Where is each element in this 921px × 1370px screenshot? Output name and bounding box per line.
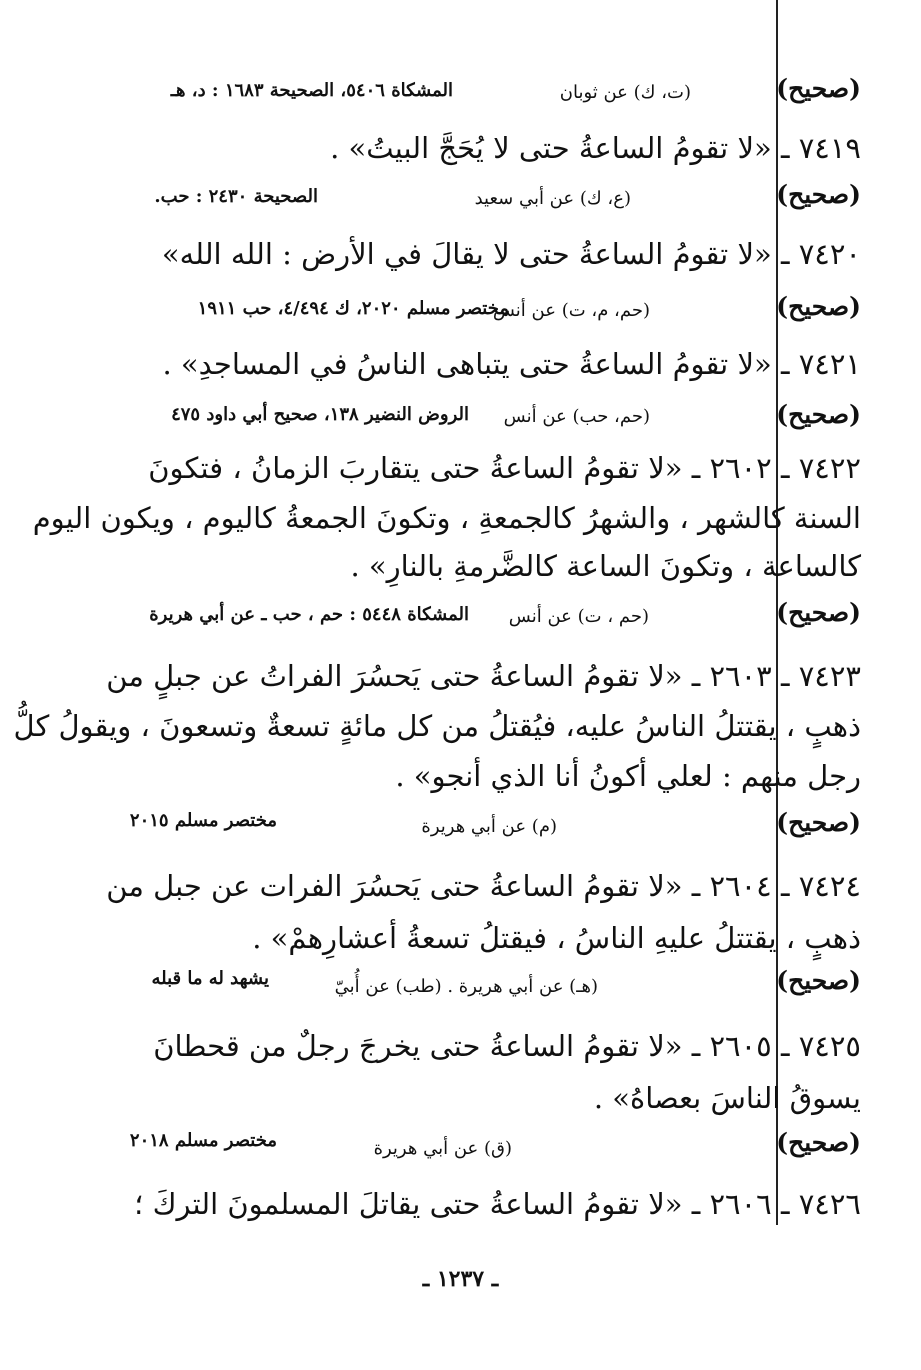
hadith-line: ذهبٍ ، يقتتلُ الناسُ عليه، فيُقتلُ من كل مائةٍ تسعةٌ وتسعونَ ، ويقولُ كلُّ (13, 709, 861, 743)
hadith-line: يسوقُ الناسَ بعصاهُ» . (593, 1081, 861, 1115)
reference-text: يشهد له ما قبله (151, 968, 269, 989)
grade-label: (صحيح) (776, 180, 861, 209)
grade-label: (صحيح) (776, 1128, 861, 1157)
reference-text: مختصر مسلم ٢٠١٨ (129, 1130, 277, 1151)
reference-text: مختصر مسلم ٢٠١٥ (129, 810, 277, 831)
hadith-line: ذهبٍ ، يقتتلُ عليهِ الناسُ ، فيقتلُ تسعةُ أعشارِهمْ» . (252, 921, 861, 955)
hadith-line: ٧٤١٩ ـ «لا تقومُ الساعةُ حتى لا يُحَجَّ البيتُ» . (330, 131, 861, 165)
reference-text: مختصر مسلم ٢٠٢٠، ك ٤/٤٩٤، حب ١٩١١ (197, 298, 509, 319)
source-text: (حم، م، ت) عن أنس (492, 300, 650, 321)
grade-label: (صحيح) (776, 966, 861, 995)
reference-text: المشكاة ٥٤٠٦، الصحيحة ١٦٨٣ : د، هـ (170, 80, 453, 101)
grade-label: (صحيح) (776, 292, 861, 321)
hadith-line: ٧٤٢٠ ـ «لا تقومُ الساعةُ حتى لا يقالَ في الأرض : الله الله» (161, 237, 861, 271)
reference-text: الروض النضير ١٣٨، صحيح أبي داود ٤٧٥ (171, 404, 469, 425)
page-number: ـ ١٢٣٧ ـ (422, 1266, 499, 1292)
source-text: (حم، حب) عن أنس (503, 406, 650, 427)
hadith-line: ٧٤٢٥ ـ ٢٦٠٥ ـ «لا تقومُ الساعةُ حتى يخرجَ رجلٌ من قحطانَ (153, 1029, 861, 1063)
source-text: (هـ) عن أبي هريرة . (طب) عن أُبيّ (334, 976, 598, 997)
reference-text: المشكاة ٥٤٤٨ : حم ، حب ـ عن أبي هريرة (149, 604, 469, 625)
hadith-line: ٧٤٢١ ـ «لا تقومُ الساعةُ حتى يتباهى الناسُ في المساجدِ» . (162, 347, 861, 381)
reference-text: الصحيحة ٢٤٣٠ : حب. (154, 186, 318, 207)
hadith-line: ٧٤٢٤ ـ ٢٦٠٤ ـ «لا تقومُ الساعةُ حتى يَحسُرَ الفرات عن جبل من (106, 869, 861, 903)
grade-label: (صحيح) (776, 598, 861, 627)
source-text: (ت، ك) عن ثوبان (559, 82, 691, 103)
hadith-line: ٧٤٢٣ ـ ٢٦٠٣ ـ «لا تقومُ الساعةُ حتى يَحسُرَ الفراتُ عن جبلٍ من (106, 659, 861, 693)
hadith-line: ٧٤٢٦ ـ ٢٦٠٦ ـ «لا تقومُ الساعةُ حتى يقاتلَ المسلمونَ التركَ ؛ (134, 1187, 861, 1221)
grade-label: (صحيح) (776, 74, 861, 103)
hadith-line: رجل منهم : لعلي أكونُ أنا الذي أنجو» . (395, 759, 861, 793)
hadith-line: ٧٤٢٢ ـ ٢٦٠٢ ـ «لا تقومُ الساعةُ حتى يتقاربَ الزمانُ ، فتكونَ (148, 451, 861, 485)
source-text: (ع، ك) عن أبي سعيد (474, 188, 631, 209)
grade-label: (صحيح) (776, 808, 861, 837)
source-text: (حم ، ت) عن أنس (508, 606, 649, 627)
hadith-line: كالساعة ، وتكونَ الساعة كالضَّرمةِ بالنارِ» . (350, 549, 861, 583)
source-text: (م) عن أبي هريرة (421, 816, 557, 837)
source-text: (ق) عن أبي هريرة (373, 1138, 512, 1159)
grade-label: (صحيح) (776, 400, 861, 429)
hadith-line: السنة كالشهر ، والشهرُ كالجمعةِ ، وتكونَ الجمعةُ كاليوم ، ويكون اليوم (32, 501, 861, 535)
